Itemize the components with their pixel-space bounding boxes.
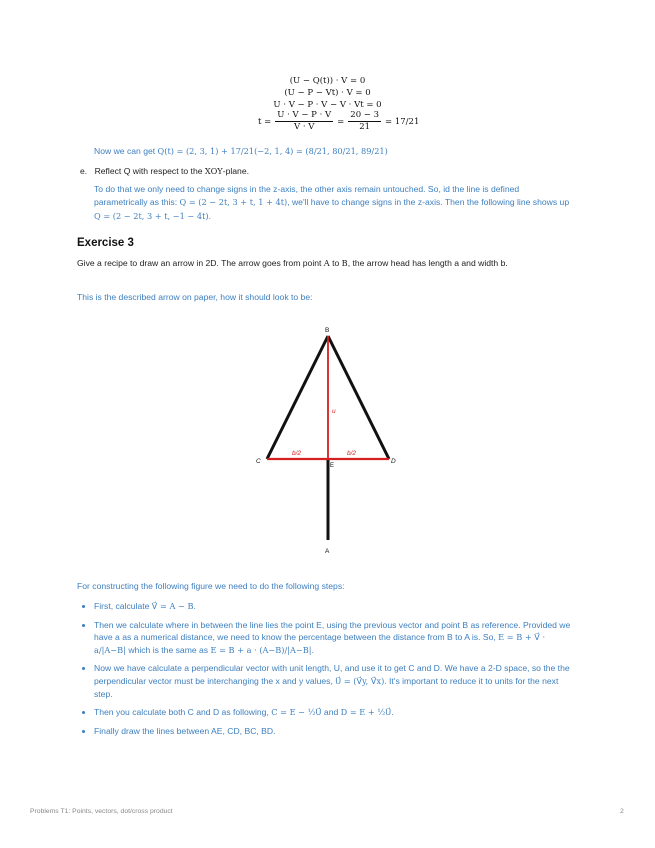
- label-b-half-left: b/2: [292, 450, 302, 457]
- equation-line-1: (U − Q(t)) · V = 0: [289, 76, 366, 86]
- arrow-figure: [250, 322, 410, 558]
- equals-sign: =: [337, 116, 345, 127]
- prompt-point-b: B: [341, 258, 348, 268]
- step-4-math: C = E − ½U⃗: [271, 707, 322, 718]
- list-item: [77, 706, 577, 719]
- item-e-text-prefix: Reflect Q with respect to the: [94, 166, 205, 176]
- steps-intro: For constructing the following figure we need to do the following steps:: [77, 581, 345, 591]
- label-d: D: [391, 458, 396, 465]
- arrow-head-left-edge: [267, 336, 328, 459]
- equation-result: = 17/21: [385, 116, 420, 127]
- step-4-suffix: .: [391, 707, 394, 718]
- item-e-body-math-1: Q = (2 − 2t, 3 + t, 1 + 4t): [179, 197, 288, 208]
- list-item-e: [80, 165, 580, 178]
- list-item: [77, 662, 577, 700]
- step-2-text: Then we calculate where in between the line lies the point E, using the previous vector and point B as reference. Provided we have a as a numerical distance, we need to know the percentage between the distance from B to A is. So,: [94, 619, 571, 643]
- arrow-head-right-edge: [328, 336, 389, 459]
- equation-line-3: U · V − P · V − V · Vt = 0: [273, 100, 382, 110]
- label-a: A: [325, 548, 330, 555]
- item-e-math: XOY: [204, 166, 223, 176]
- prompt-prefix: Give a recipe to draw an arrow in 2D. The arrow goes from point: [77, 258, 324, 268]
- prompt-point-a: A: [323, 258, 330, 268]
- step-3-text: Now we have calculate a perpendicular vector with unit length, U, and use it to get C and D. We have a 2-D space, so the the perpendicular vector must be interchanging the x and y values,: [94, 663, 570, 686]
- label-b: B: [325, 327, 330, 334]
- exercise-3-intro: This is the described arrow on paper, how it should look to be:: [77, 292, 313, 302]
- item-e-body-math-2: Q = (2 − 2t, 3 + t, −1 − 4t): [94, 210, 209, 221]
- step-4-text: Then you calculate both C and D as following,: [94, 707, 272, 718]
- step-2-suffix: .: [311, 644, 314, 655]
- step-3-math: U⃗ = (V⃗y, V⃗x): [335, 675, 385, 686]
- item-e-body-part-3: .: [208, 210, 211, 221]
- exercise-3-prompt: [77, 257, 577, 270]
- now-text: [94, 145, 574, 158]
- step-2-mid: which is the same as: [125, 644, 211, 655]
- item-e-body-part-1: To do that we only need to change signs in the z-axis, the other axis remain untouched. So, id the line is defined parametrically as this:: [94, 184, 520, 208]
- steps-list: [77, 600, 577, 743]
- label-c: C: [256, 458, 261, 465]
- fraction-1-numerator: U · V − P · V: [277, 110, 332, 120]
- step-4-math-2: D = E + ½U⃗: [340, 707, 392, 718]
- exercise-3-heading: Exercise 3: [77, 237, 134, 249]
- list-marker: e.: [80, 166, 88, 176]
- equation-line-4: [258, 110, 419, 133]
- now-text-prefix: Now we can get: [94, 146, 158, 156]
- fraction-1: [275, 110, 333, 133]
- prompt-mid: to: [329, 258, 342, 268]
- item-e-body: [94, 183, 574, 223]
- item-e-text-suffix: -plane.: [222, 166, 249, 176]
- now-text-math: Q(t) = (2, 3, 1) + 17/21(−2, 1, 4) = (8/21, 80/21, 89/21): [157, 146, 388, 156]
- prompt-suffix: , the arrow head has length a and width b.: [347, 258, 508, 268]
- footer-page-number: 2: [620, 808, 624, 815]
- label-u: u: [332, 408, 336, 415]
- step-5-text: Finally draw the lines between AE, CD, BC, BD.: [94, 725, 276, 736]
- item-e-body-part-2: , we'll have to change signs in the z-axis. Then the following line shows up: [287, 197, 570, 208]
- step-4-mid: and: [321, 707, 341, 718]
- fraction-2-numerator: 20 − 3: [350, 110, 380, 120]
- label-b-half-right: b/2: [347, 450, 357, 457]
- step-2-math-2: E = B + a · (A−B)/|A−B|: [210, 644, 312, 655]
- list-item: [77, 619, 577, 657]
- step-1-math: V⃗ = A − B: [151, 601, 194, 611]
- footer-title: Problems T1: Points, vectors, dot/cross product: [30, 808, 173, 815]
- fraction-2: [348, 110, 381, 133]
- list-item: [77, 725, 577, 738]
- step-1-suffix: .: [193, 601, 196, 611]
- fraction-2-denominator: 21: [359, 122, 371, 132]
- list-item: [77, 600, 577, 613]
- t-label: t =: [258, 116, 272, 127]
- step-1-text: First, calculate: [94, 601, 152, 611]
- fraction-1-denominator: V · V: [294, 122, 315, 132]
- equation-line-2: (U − P − Vt) · V = 0: [284, 88, 371, 98]
- step-3-suffix: . It's important to reduce it to units for the next step.: [94, 675, 559, 699]
- label-e: E: [330, 463, 335, 469]
- step-2-math: E = B + V⃗ · a/|A−B|: [94, 632, 546, 655]
